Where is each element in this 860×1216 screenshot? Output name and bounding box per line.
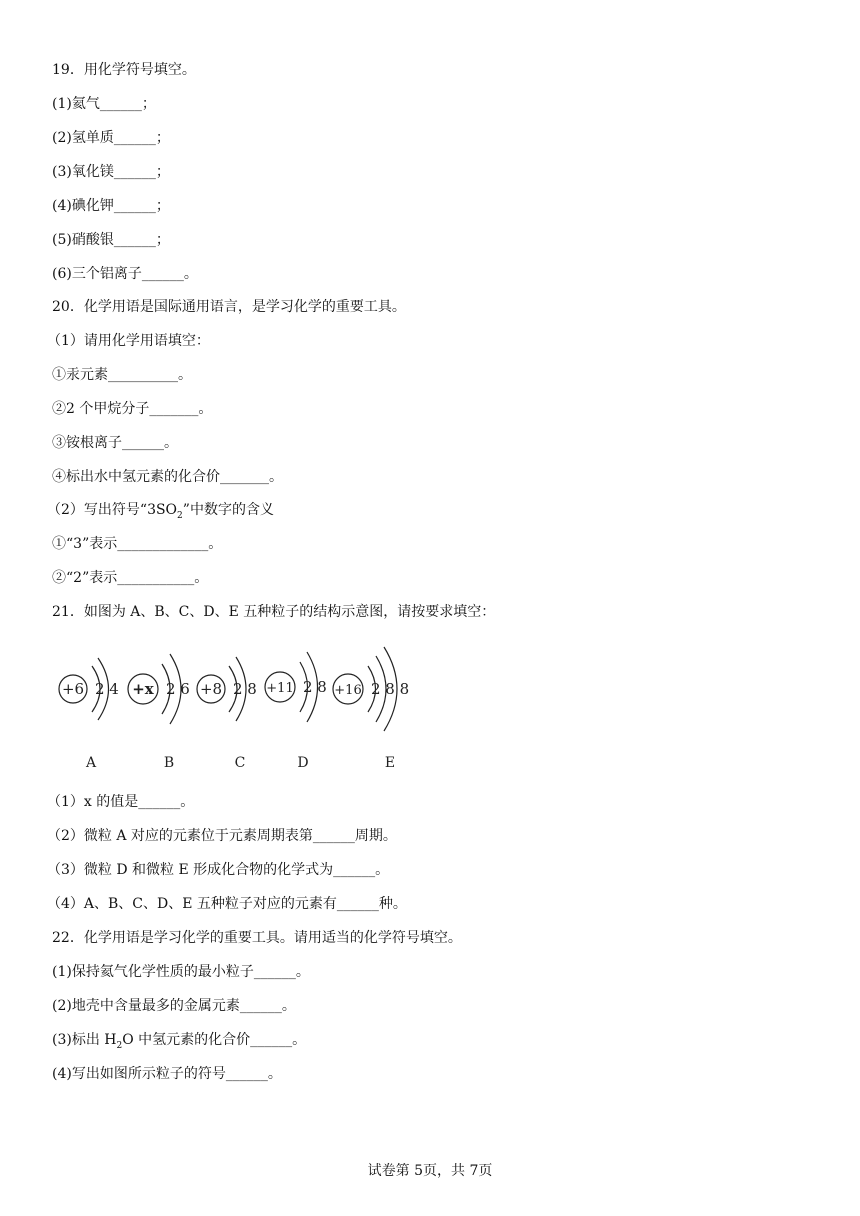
shells-a: 2 4	[95, 680, 119, 698]
shells-e: 2 8 8	[371, 680, 410, 698]
q20-item-3: ③铵根离子______。	[52, 435, 178, 451]
shells-d: 2 8	[303, 678, 327, 696]
q19-item-2: (2)氢单质______；	[52, 130, 170, 146]
label-e: E	[384, 755, 396, 771]
shells-c: 2 8	[233, 680, 257, 698]
q21-item-4: （4）A、B、C、D、E 五种粒子对应的元素有______种。	[47, 896, 407, 912]
q20-part2	[47, 500, 274, 526]
q20-title: 20．化学用语是国际通用语言，是学习化学的重要工具。	[52, 299, 406, 315]
q19-item-4: (4)碘化钾______；	[52, 198, 170, 214]
nucleus-e: +16	[334, 683, 362, 698]
q22-item-2: (2)地壳中含量最多的金属元素______。	[52, 998, 296, 1014]
nucleus-b: +x	[132, 680, 154, 698]
q20-item-1: ①汞元素__________。	[52, 367, 192, 383]
q22-item-3-before: (3)标出 H	[52, 1032, 117, 1048]
q21-item-1: （1）x 的值是______。	[47, 794, 195, 810]
nucleus-c: +8	[199, 680, 223, 698]
q20-part1: （1）请用化学用语填空：	[47, 333, 210, 349]
q20-part2-before: （2）写出符号“3SO	[47, 502, 178, 518]
shells-b: 2 6	[166, 680, 190, 698]
q19-item-1: (1)氦气______；	[52, 96, 156, 112]
q22-item-3	[52, 1030, 306, 1056]
q20-part2-item-2: ②“2”表示___________。	[52, 570, 209, 586]
label-b: B	[163, 755, 175, 771]
q19-item-6: (6)三个铝离子______。	[52, 266, 198, 282]
label-a: A	[85, 755, 97, 771]
q20-part2-after: ”中数字的含义	[182, 502, 274, 518]
q21-item-3: （3）微粒 D 和微粒 E 形成化合物的化学式为______。	[47, 862, 390, 878]
q22-item-4: (4)写出如图所示粒子的符号______。	[52, 1066, 282, 1082]
q22-title: 22．化学用语是学习化学的重要工具。请用适当的化学符号填空。	[52, 930, 462, 946]
page-footer: 试卷第 5页，共 7页	[367, 1163, 493, 1179]
q19-item-5: (5)硝酸银______；	[52, 232, 170, 248]
q20-part2-item-1: ①“3”表示_____________。	[52, 536, 223, 552]
q19-title: 19．用化学符号填空。	[52, 62, 196, 78]
label-c: C	[234, 755, 246, 771]
q22-item-3-after: O 中氢元素的化合价______。	[122, 1032, 307, 1048]
q22-item-1: (1)保持氦气化学性质的最小粒子______。	[52, 964, 310, 980]
q20-part2-sub: 2	[177, 510, 183, 521]
q22-item-3-sub: 2	[116, 1040, 123, 1051]
q21-item-2: （2）微粒 A 对应的元素位于元素周期表第______周期。	[47, 828, 397, 844]
q21-title: 21．如图为 A、B、C、D、E 五种粒子的结构示意图，请按要求填空：	[52, 604, 496, 620]
q20-item-2: ②2 个甲烷分子_______。	[52, 401, 213, 417]
nucleus-d: +11	[266, 681, 294, 696]
atomic-structure-diagram	[50, 640, 430, 780]
label-d: D	[297, 755, 309, 771]
q20-item-4: ④标出水中氢元素的化合价_______。	[52, 469, 283, 485]
nucleus-a: +6	[61, 680, 85, 698]
q19-item-3: (3)氧化镁______；	[52, 164, 170, 180]
